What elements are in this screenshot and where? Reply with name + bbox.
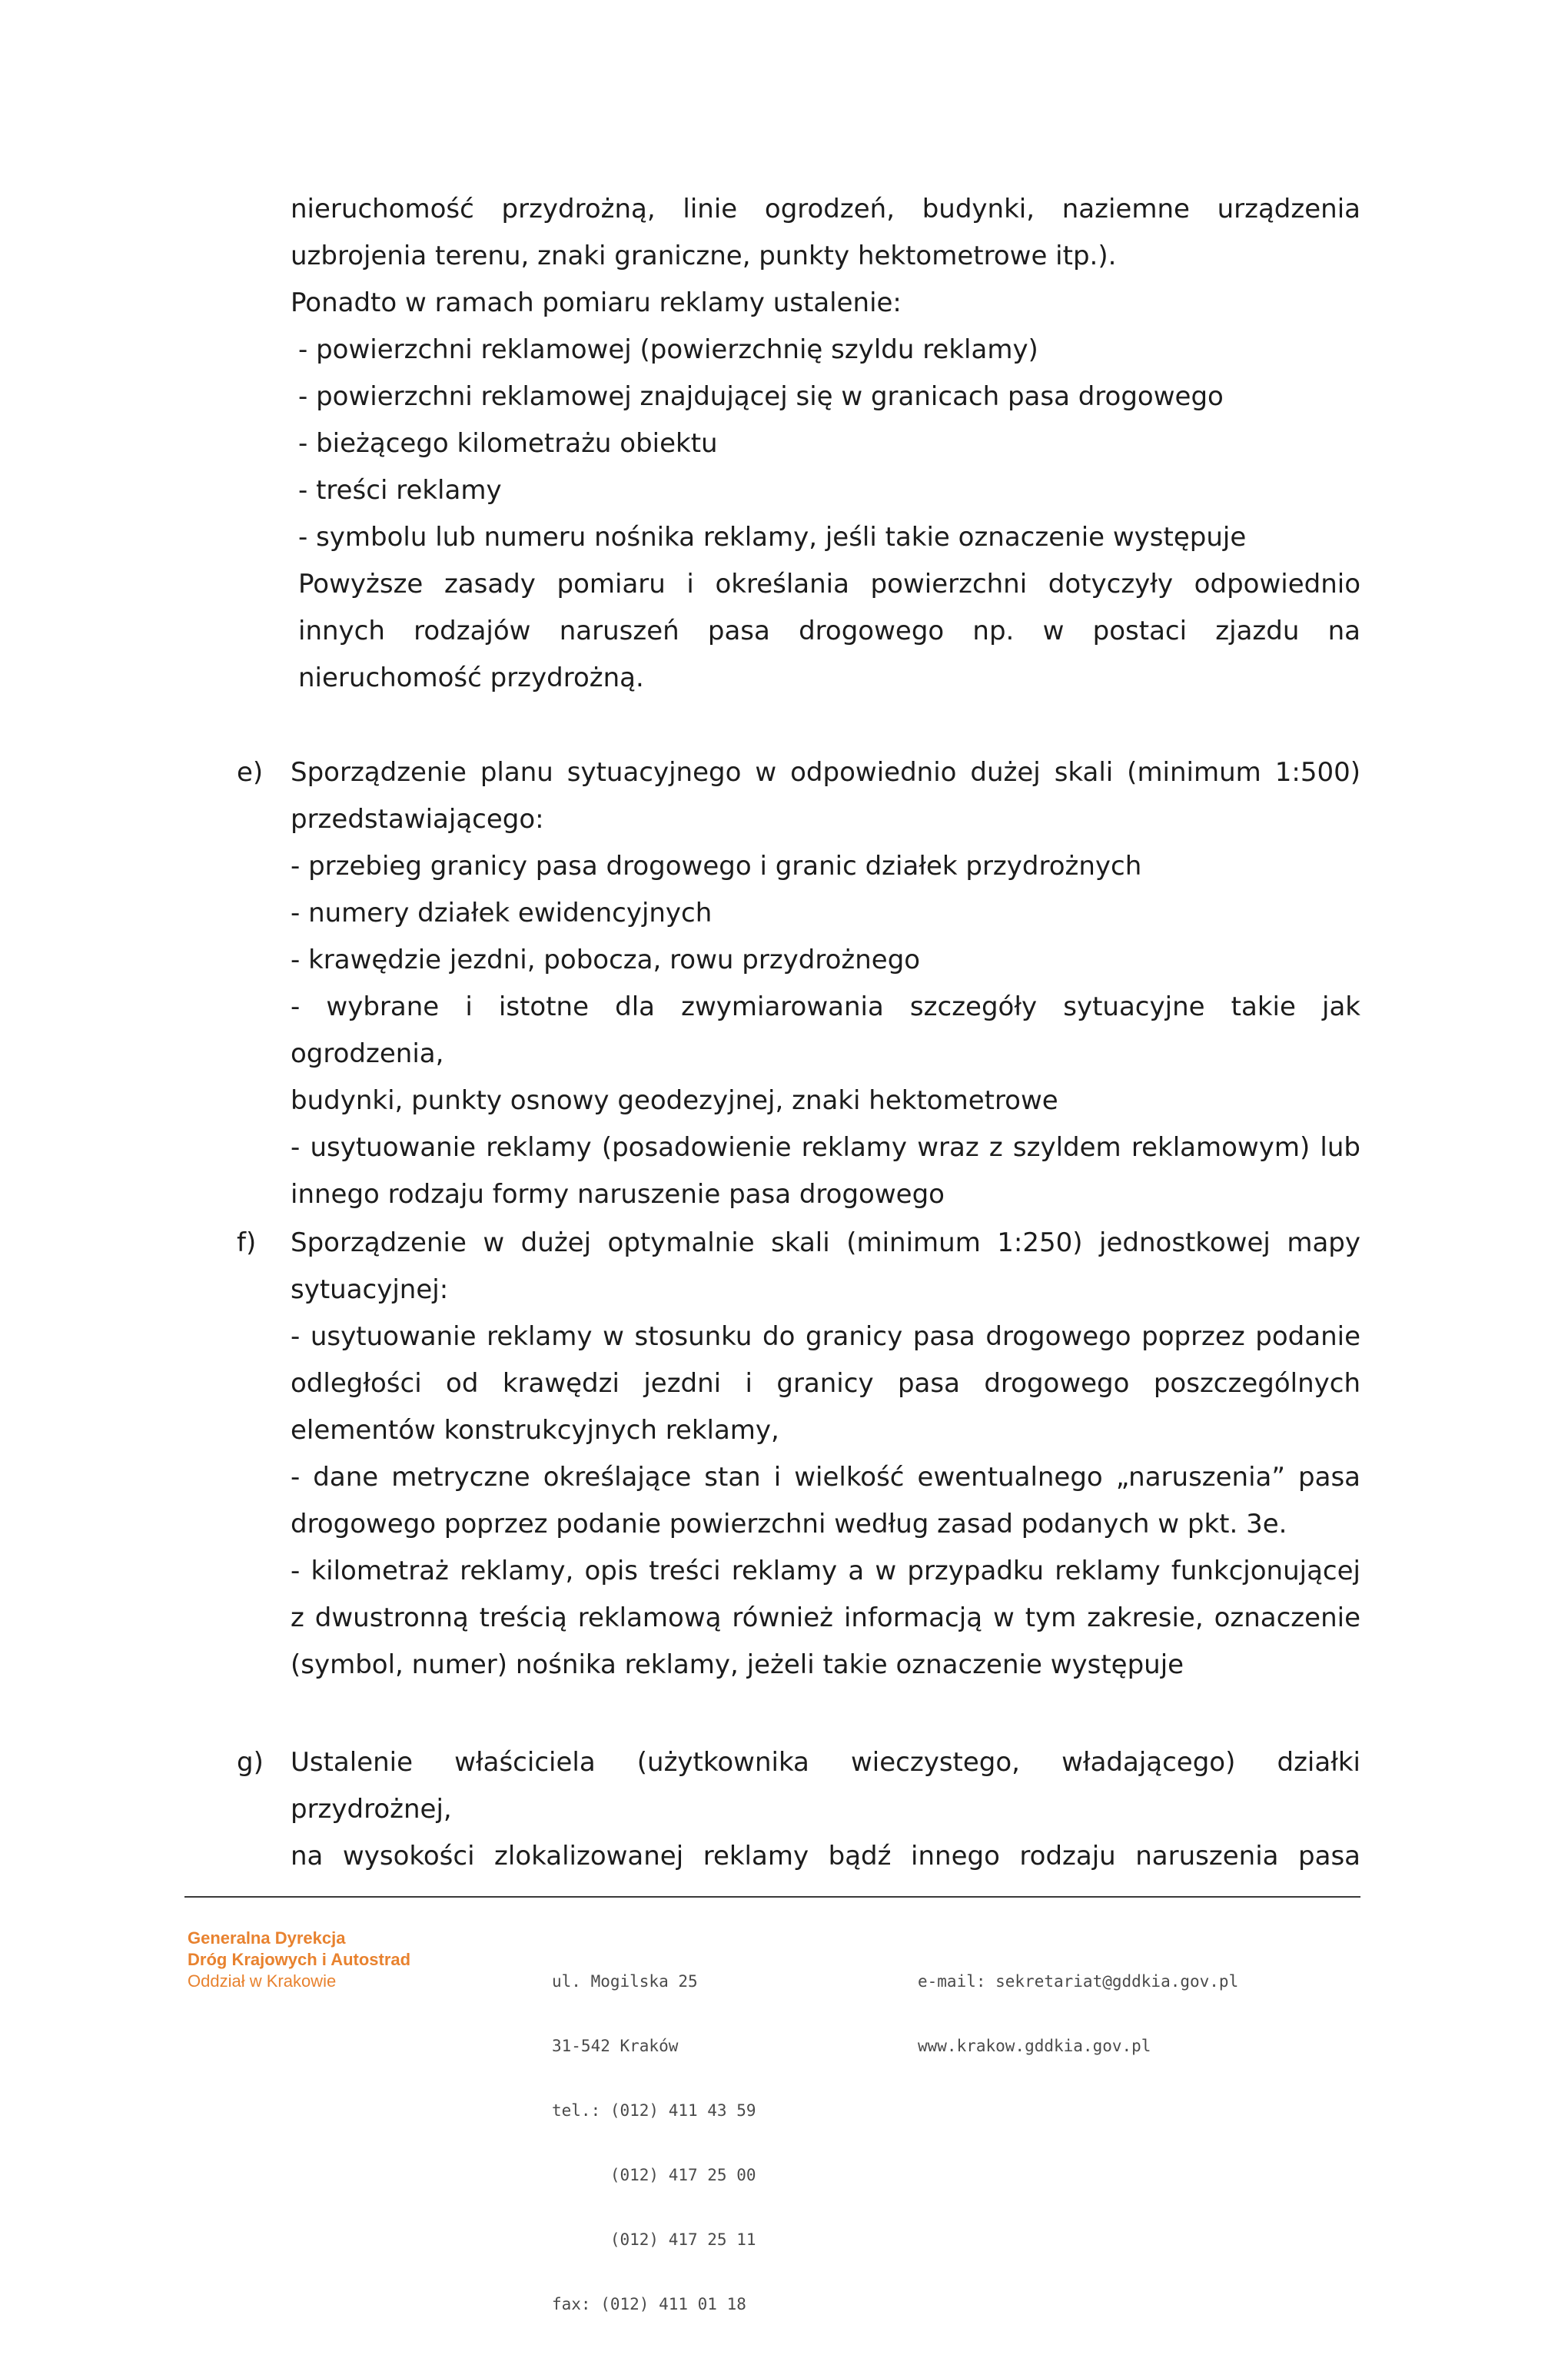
list-item: - usytuowanie reklamy w stosunku do granicy pasa drogowego poprzez podanie <box>291 1321 1360 1352</box>
section-marker: g) <box>237 1747 264 1778</box>
list-item: - dane metryczne określające stan i wielkość ewentualnego „naruszenia” pasa <box>291 1462 1360 1493</box>
text-line: odległości od krawędzi jezdni i granicy pasa drogowego poszczególnych <box>291 1368 1360 1399</box>
phone-number: (012) 417 25 00 <box>552 2166 756 2184</box>
list-item: - kilometraż reklamy, opis treści reklamy a w przypadku reklamy funkcjonującej <box>291 1556 1360 1586</box>
org-name-line: Generalna Dyrekcja <box>188 1928 346 1948</box>
text-line: (symbol, numer) nośnika reklamy, jeżeli takie oznaczenie występuje <box>291 1649 1184 1680</box>
list-item: - powierzchni reklamowej (powierzchnię szyldu reklamy) <box>298 334 1038 365</box>
text-line: nieruchomość przydrożną, linie ogrodzeń, budynki, naziemne urządzenia <box>291 194 1360 224</box>
text-line: Ustalenie właściciela (użytkownika wieczystego, władającego) działki przydrożnej, <box>291 1747 1360 1825</box>
address-city: 31-542 Kraków <box>552 2037 679 2055</box>
address-street: ul. Mogilska 25 <box>552 1972 698 1991</box>
section-e <box>237 749 1360 1218</box>
email-address: e-mail: sekretariat@gddkia.gov.pl <box>918 1972 1239 1991</box>
footer-contact <box>918 1928 1238 2100</box>
intro-paragraph <box>291 186 1360 702</box>
text-line: nieruchomość przydrożną. <box>298 663 644 693</box>
list-item: - przebieg granicy pasa drogowego i granic działek przydrożnych <box>291 851 1142 882</box>
text-line: Sporządzenie w dużej optymalnie skali (minimum 1:250) jednostkowej mapy <box>291 1227 1360 1258</box>
text-line: drogowego poprzez podanie powierzchni według zasad podanych w pkt. 3e. <box>291 1509 1287 1539</box>
list-item: - bieżącego kilometrażu obiektu <box>298 428 718 459</box>
text-line: budynki, punkty osnowy geodezyjnej, znaki hektometrowe <box>291 1085 1058 1116</box>
org-name-line: Dróg Krajowych i Autostrad <box>188 1950 411 1969</box>
section-f <box>237 1220 1360 1689</box>
footer-address <box>552 1928 756 2358</box>
footer-divider <box>184 1896 1360 1898</box>
text-line: innych rodzajów naruszeń pasa drogowego np. w postaci zjazdu na <box>298 616 1360 646</box>
text-line: innego rodzaju formy naruszenie pasa drogowego <box>291 1179 945 1210</box>
phone-number: tel.: (012) 411 43 59 <box>552 2101 756 2120</box>
text-line: sytuacyjnej: <box>291 1274 449 1305</box>
text-line: przedstawiającego: <box>291 804 544 835</box>
section-marker: f) <box>237 1227 257 1258</box>
list-item: - krawędzie jezdni, pobocza, rowu przydrożnego <box>291 945 921 975</box>
list-item: - wybrane i istotne dla zwymiarowania szczegóły sytuacyjne takie jak ogrodzenia, <box>291 991 1360 1069</box>
text-line: na wysokości zlokalizowanej reklamy bądź innego rodzaju naruszenia pasa <box>291 1841 1360 1871</box>
text-line: z dwustronną treścią reklamową również informacją w tym zakresie, oznaczenie <box>291 1602 1360 1633</box>
text-line: Ponadto w ramach pomiaru reklamy ustalenie: <box>291 287 902 318</box>
phone-number: (012) 417 25 11 <box>552 2230 756 2249</box>
list-item: - powierzchni reklamowej znajdującej się w granicach pasa drogowego <box>298 381 1224 412</box>
footer-organization <box>188 1928 410 1992</box>
text-line: uzbrojenia terenu, znaki graniczne, punkty hektometrowe itp.). <box>291 241 1117 271</box>
section-marker: e) <box>237 757 264 788</box>
text-line: Sporządzenie planu sytuacyjnego w odpowiednio dużej skali (minimum 1:500) <box>291 757 1360 788</box>
text-line: Powyższe zasady pomiaru i określania powierzchni dotyczyły odpowiednio <box>298 569 1360 599</box>
list-item: - usytuowanie reklamy (posadowienie reklamy wraz z szyldem reklamowym) lub <box>291 1132 1360 1163</box>
list-item: - numery działek ewidencyjnych <box>291 898 713 928</box>
website-address: www.krakow.gddkia.gov.pl <box>918 2037 1151 2055</box>
list-item: - symbolu lub numeru nośnika reklamy, jeśli takie oznaczenie występuje <box>298 522 1247 553</box>
section-g <box>237 1739 1360 1880</box>
org-branch: Oddział w Krakowie <box>188 1971 337 1991</box>
list-item: - treści reklamy <box>298 475 502 506</box>
text-line: elementów konstrukcyjnych reklamy, <box>291 1415 779 1446</box>
fax-number: fax: (012) 411 01 18 <box>552 2295 746 2313</box>
